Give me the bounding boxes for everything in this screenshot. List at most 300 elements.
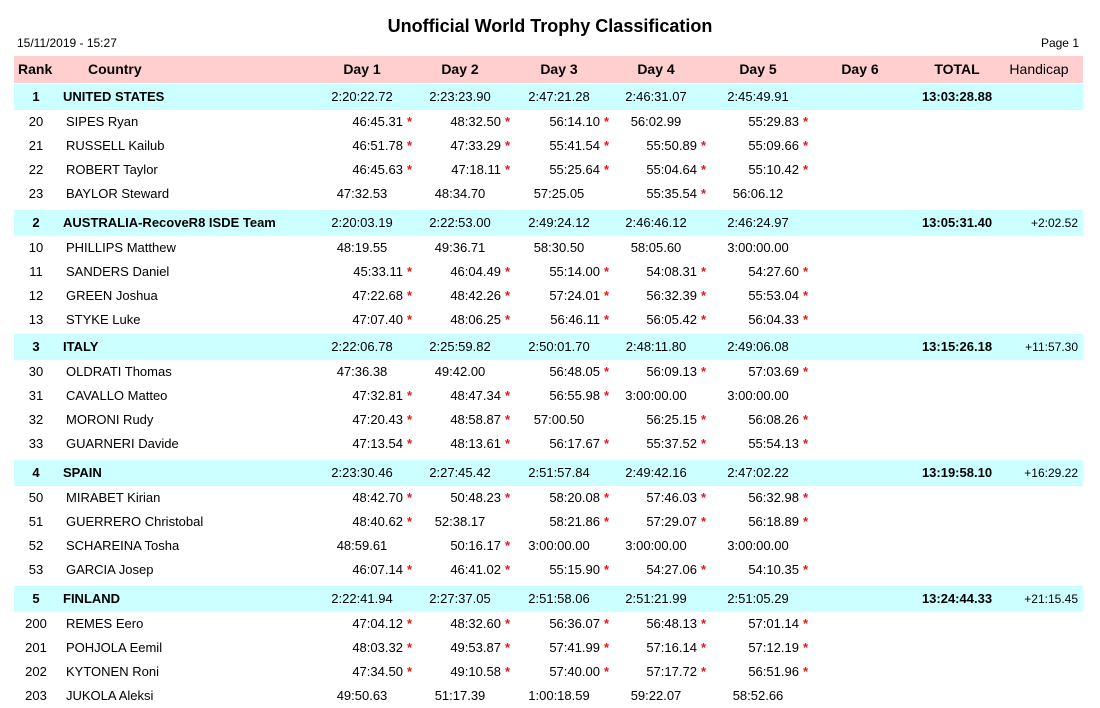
time-value: 48:03.32 bbox=[352, 640, 403, 655]
counted-time-star-icon: * bbox=[700, 514, 706, 529]
counted-time-star-icon: * bbox=[603, 312, 609, 327]
rider-day-time bbox=[352, 558, 412, 582]
time-value: 54:08.31 bbox=[646, 264, 697, 279]
rider-name: SANDERS Daniel bbox=[66, 264, 170, 279]
time-value: 54:27.60 bbox=[748, 264, 799, 279]
counted-time-star-icon: * bbox=[603, 436, 609, 451]
team-name: UNITED STATES bbox=[63, 89, 165, 104]
team-handicap: +2:02.52 bbox=[1030, 216, 1078, 230]
rider-day-time bbox=[603, 384, 706, 408]
time-value: 57:01.14 bbox=[748, 616, 799, 631]
time-value: 56:05.42 bbox=[646, 312, 697, 327]
rider-number: 202 bbox=[25, 664, 47, 679]
rider-day-time bbox=[549, 636, 609, 660]
rider-day-time bbox=[748, 110, 808, 134]
team-day-time: 2:49:42.16 bbox=[625, 465, 687, 480]
counted-time-star-icon: * bbox=[603, 490, 609, 505]
counted-time-star-icon: * bbox=[802, 312, 808, 327]
team-row bbox=[14, 84, 1083, 110]
counted-time-star-icon: * bbox=[603, 288, 609, 303]
rider-day-time bbox=[352, 134, 412, 158]
counted-time-star-icon: * bbox=[504, 114, 510, 129]
time-value: 47:04.12 bbox=[352, 616, 403, 631]
counted-time-star-icon: * bbox=[406, 312, 412, 327]
time-value: 3:00:00.00 bbox=[727, 240, 789, 255]
rider-day-time bbox=[352, 384, 412, 408]
counted-time-star-icon: * bbox=[802, 412, 808, 427]
counted-time-star-icon: * bbox=[504, 264, 510, 279]
counted-time-star-icon: * bbox=[406, 138, 412, 153]
counted-time-star-icon: * bbox=[603, 138, 609, 153]
rider-day-time bbox=[450, 558, 510, 582]
time-value: 58:30.50 bbox=[533, 240, 585, 255]
rider-day-time bbox=[549, 558, 609, 582]
time-value: 57:12.19 bbox=[748, 640, 799, 655]
counted-time-star-icon: * bbox=[802, 616, 808, 631]
rider-day-time bbox=[646, 284, 706, 308]
rider-day-time bbox=[646, 260, 706, 284]
rider-row bbox=[14, 558, 1083, 582]
rider-day-time bbox=[410, 182, 510, 206]
rider-day-time bbox=[450, 534, 510, 558]
time-value: 56:02.99 bbox=[630, 114, 682, 129]
counted-time-star-icon: * bbox=[700, 138, 706, 153]
counted-time-star-icon: * bbox=[700, 264, 706, 279]
counted-time-star-icon: * bbox=[406, 388, 412, 403]
rider-day-time bbox=[748, 260, 808, 284]
rider-number: 32 bbox=[28, 412, 44, 427]
time-value: 55:14.00 bbox=[549, 264, 600, 279]
time-value: 47:13.54 bbox=[352, 436, 403, 451]
counted-time-star-icon: * bbox=[406, 490, 412, 505]
time-value: 59:22.07 bbox=[630, 688, 682, 703]
rider-day-time bbox=[708, 534, 808, 558]
counted-time-star-icon: * bbox=[603, 264, 609, 279]
rider-day-time bbox=[450, 486, 510, 510]
rider-name: BAYLOR Steward bbox=[66, 186, 170, 201]
counted-time-star-icon: * bbox=[700, 186, 706, 201]
team-day-time: 2:51:58.06 bbox=[528, 591, 590, 606]
time-value: 47:07.40 bbox=[352, 312, 403, 327]
rider-day-time bbox=[748, 558, 808, 582]
time-value: 49:10.58 bbox=[450, 664, 501, 679]
time-value: 1:00:18.59 bbox=[528, 688, 590, 703]
rider-row bbox=[14, 284, 1083, 308]
rider-day-time bbox=[352, 110, 412, 134]
rider-day-time bbox=[646, 510, 706, 534]
team-day-time: 2:50:01.70 bbox=[528, 339, 590, 354]
rider-day-time bbox=[748, 158, 808, 182]
rider-day-time bbox=[646, 558, 706, 582]
rider-day-time bbox=[748, 360, 808, 384]
rider-day-time bbox=[646, 612, 706, 636]
rider-day-time bbox=[646, 486, 706, 510]
time-value: 57:41.99 bbox=[549, 640, 600, 655]
team-day-time: 2:23:23.90 bbox=[429, 89, 491, 104]
time-value: 56:04.33 bbox=[748, 312, 799, 327]
counted-time-star-icon: * bbox=[603, 514, 609, 529]
counted-time-star-icon: * bbox=[504, 412, 510, 427]
time-value: 54:10.35 bbox=[748, 562, 799, 577]
rider-number: 52 bbox=[28, 538, 44, 553]
counted-time-star-icon: * bbox=[603, 114, 609, 129]
rider-day-time bbox=[549, 612, 609, 636]
rider-number: 201 bbox=[25, 640, 47, 655]
counted-time-star-icon: * bbox=[802, 138, 808, 153]
rider-row bbox=[14, 360, 1083, 384]
time-value: 55:15.90 bbox=[549, 562, 600, 577]
rider-row bbox=[14, 182, 1083, 206]
time-value: 45:33.11 bbox=[353, 264, 403, 279]
counted-time-star-icon: * bbox=[700, 490, 706, 505]
rider-name: JUKOLA Aleksi bbox=[66, 688, 154, 703]
counted-time-star-icon: * bbox=[802, 288, 808, 303]
rider-day-time bbox=[509, 236, 609, 260]
time-value: 46:45.63 bbox=[352, 162, 403, 177]
team-rank: 5 bbox=[32, 591, 40, 606]
counted-time-star-icon: * bbox=[700, 288, 706, 303]
rider-name: POHJOLA Eemil bbox=[66, 640, 163, 655]
team-name: ITALY bbox=[63, 339, 99, 354]
rider-day-time bbox=[450, 134, 510, 158]
header-day-4: Day 4 bbox=[637, 61, 675, 77]
rider-day-time bbox=[646, 432, 706, 456]
rider-name: RUSSELL Kailub bbox=[66, 138, 165, 153]
rider-day-time bbox=[450, 612, 510, 636]
rider-day-time bbox=[606, 236, 706, 260]
rider-day-time bbox=[353, 260, 412, 284]
counted-time-star-icon: * bbox=[802, 162, 808, 177]
time-value: 3:00:00.00 bbox=[727, 538, 789, 553]
rider-day-time bbox=[450, 110, 510, 134]
counted-time-star-icon: * bbox=[603, 364, 609, 379]
rider-day-time bbox=[450, 308, 510, 332]
rider-name: CAVALLO Matteo bbox=[66, 388, 168, 403]
rider-name: PHILLIPS Matthew bbox=[66, 240, 176, 255]
time-value: 48:32.60 bbox=[450, 616, 501, 631]
rider-day-time bbox=[748, 284, 808, 308]
header-handicap: Handicap bbox=[1009, 61, 1069, 77]
rider-day-time bbox=[450, 432, 510, 456]
counted-time-star-icon: * bbox=[603, 640, 609, 655]
time-value: 56:51.96 bbox=[748, 664, 799, 679]
rider-day-time bbox=[352, 432, 412, 456]
counted-time-star-icon: * bbox=[603, 616, 609, 631]
team-day-time: 2:23:30.46 bbox=[331, 465, 393, 480]
counted-time-star-icon: * bbox=[802, 264, 808, 279]
time-value: 3:00:00.00 bbox=[528, 538, 590, 553]
rider-number: 23 bbox=[28, 186, 44, 201]
rider-number: 200 bbox=[25, 616, 47, 631]
time-value: 56:36.07 bbox=[549, 616, 600, 631]
time-value: 46:41.02 bbox=[450, 562, 501, 577]
counted-time-star-icon: * bbox=[406, 288, 412, 303]
time-value: 57:17.72 bbox=[646, 664, 697, 679]
rider-day-time bbox=[450, 284, 510, 308]
counted-time-star-icon: * bbox=[504, 436, 510, 451]
team-day-time: 2:49:24.12 bbox=[528, 215, 590, 230]
time-value: 46:45.31 bbox=[352, 114, 403, 129]
header-rank: Rank bbox=[18, 61, 53, 77]
counted-time-star-icon: * bbox=[700, 616, 706, 631]
rider-name: SCHAREINA Tosha bbox=[66, 538, 180, 553]
time-value: 55:37.52 bbox=[646, 436, 697, 451]
team-name: SPAIN bbox=[63, 465, 102, 480]
rider-day-time bbox=[509, 684, 609, 708]
rider-name: GARCIA Josep bbox=[66, 562, 154, 577]
rider-day-time bbox=[352, 660, 412, 684]
team-day-time: 2:22:53.00 bbox=[429, 215, 491, 230]
time-value: 56:08.26 bbox=[748, 412, 799, 427]
rider-row bbox=[14, 260, 1083, 284]
time-value: 49:42.00 bbox=[434, 364, 486, 379]
rider-day-time bbox=[708, 384, 808, 408]
time-value: 55:04.64 bbox=[646, 162, 697, 177]
rider-row bbox=[14, 432, 1083, 456]
rider-day-time bbox=[748, 408, 808, 432]
header-day-3: Day 3 bbox=[540, 61, 578, 77]
rider-day-time bbox=[549, 260, 609, 284]
rider-day-time bbox=[748, 510, 808, 534]
rider-day-time bbox=[748, 486, 808, 510]
rider-day-time bbox=[606, 684, 706, 708]
counted-time-star-icon: * bbox=[700, 162, 706, 177]
rider-day-time bbox=[352, 408, 412, 432]
page-number: Page 1 bbox=[1040, 36, 1079, 50]
rider-day-time bbox=[748, 660, 808, 684]
time-value: 48:59.61 bbox=[336, 538, 388, 553]
time-value: 57:00.50 bbox=[533, 412, 585, 427]
rider-row bbox=[14, 510, 1083, 534]
time-value: 57:29.07 bbox=[646, 514, 697, 529]
team-day-time: 2:47:21.28 bbox=[528, 89, 590, 104]
rider-name: OLDRATI Thomas bbox=[66, 364, 172, 379]
rider-day-time bbox=[646, 660, 706, 684]
rider-row bbox=[14, 134, 1083, 158]
rider-day-time bbox=[410, 360, 510, 384]
rider-day-time bbox=[410, 510, 510, 534]
time-value: 48:06.25 bbox=[450, 312, 501, 327]
rider-day-time bbox=[451, 158, 510, 182]
counted-time-star-icon: * bbox=[504, 616, 510, 631]
counted-time-star-icon: * bbox=[504, 562, 510, 577]
rider-day-time bbox=[549, 384, 609, 408]
rider-day-time bbox=[549, 360, 609, 384]
time-value: 55:50.89 bbox=[646, 138, 697, 153]
time-value: 56:17.67 bbox=[549, 436, 600, 451]
time-value: 48:19.55 bbox=[336, 240, 388, 255]
time-value: 3:00:00.00 bbox=[625, 388, 687, 403]
time-value: 49:36.71 bbox=[434, 240, 486, 255]
time-value: 55:35.54 bbox=[646, 186, 697, 201]
time-value: 47:34.50 bbox=[352, 664, 403, 679]
rider-number: 20 bbox=[28, 114, 44, 129]
team-rank: 3 bbox=[32, 339, 40, 354]
time-value: 56:32.98 bbox=[748, 490, 799, 505]
rider-day-time bbox=[646, 158, 706, 182]
rider-day-time bbox=[646, 308, 706, 332]
rider-number: 33 bbox=[28, 436, 44, 451]
rider-day-time bbox=[606, 534, 706, 558]
rider-day-time bbox=[549, 284, 609, 308]
report-title: Unofficial World Trophy Classification bbox=[387, 16, 713, 36]
rider-number: 53 bbox=[28, 562, 44, 577]
counted-time-star-icon: * bbox=[802, 114, 808, 129]
time-value: 48:58.87 bbox=[450, 412, 501, 427]
time-value: 56:06.12 bbox=[732, 186, 784, 201]
time-value: 47:32.81 bbox=[352, 388, 403, 403]
rider-day-time bbox=[646, 636, 706, 660]
time-value: 56:48.05 bbox=[549, 364, 600, 379]
time-value: 55:54.13 bbox=[748, 436, 799, 451]
rider-day-time bbox=[450, 660, 510, 684]
counted-time-star-icon: * bbox=[700, 436, 706, 451]
rider-day-time bbox=[748, 432, 808, 456]
time-value: 57:16.14 bbox=[646, 640, 697, 655]
time-value: 50:48.23 bbox=[450, 490, 501, 505]
table-header-row bbox=[14, 56, 1083, 83]
team-day-time: 2:22:06.78 bbox=[331, 339, 393, 354]
rider-name: GUARNERI Davide bbox=[66, 436, 179, 451]
rider-row bbox=[14, 486, 1083, 510]
rider-day-time bbox=[549, 486, 609, 510]
header-total: TOTAL bbox=[934, 61, 980, 77]
rider-name: MORONI Rudy bbox=[66, 412, 154, 427]
rider-day-time bbox=[410, 684, 510, 708]
counted-time-star-icon: * bbox=[700, 664, 706, 679]
rider-day-time bbox=[312, 534, 412, 558]
time-value: 48:42.70 bbox=[352, 490, 403, 505]
rider-row bbox=[14, 236, 1083, 260]
team-handicap: +16:29.22 bbox=[1024, 466, 1078, 480]
time-value: 58:52.66 bbox=[732, 688, 784, 703]
rider-number: 13 bbox=[28, 312, 44, 327]
rider-day-time bbox=[509, 534, 609, 558]
rider-number: 50 bbox=[28, 490, 44, 505]
counted-time-star-icon: * bbox=[802, 490, 808, 505]
team-day-time: 2:46:31.07 bbox=[625, 89, 687, 104]
rider-day-time bbox=[646, 360, 706, 384]
time-value: 58:05.60 bbox=[630, 240, 682, 255]
time-value: 47:22.68 bbox=[352, 288, 403, 303]
counted-time-star-icon: * bbox=[406, 264, 412, 279]
team-day-time: 2:49:06.08 bbox=[727, 339, 789, 354]
rider-day-time bbox=[748, 636, 808, 660]
counted-time-star-icon: * bbox=[504, 538, 510, 553]
counted-time-star-icon: * bbox=[406, 562, 412, 577]
counted-time-star-icon: * bbox=[504, 490, 510, 505]
team-handicap: +11:57.30 bbox=[1025, 340, 1078, 354]
rider-day-time bbox=[450, 260, 510, 284]
time-value: 57:40.00 bbox=[549, 664, 600, 679]
time-value: 56:18.89 bbox=[748, 514, 799, 529]
counted-time-star-icon: * bbox=[504, 388, 510, 403]
team-total: 13:19:58.10 bbox=[921, 465, 993, 480]
team-day-time: 2:27:37.05 bbox=[429, 591, 491, 606]
time-value: 52:38.17 bbox=[434, 514, 486, 529]
time-value: 50:16.17 bbox=[450, 538, 501, 553]
counted-time-star-icon: * bbox=[504, 162, 510, 177]
rider-day-time bbox=[549, 432, 609, 456]
team-rank: 4 bbox=[32, 465, 40, 480]
team-day-time: 2:48:11.80 bbox=[625, 339, 687, 354]
rider-day-time bbox=[352, 308, 412, 332]
rider-day-time bbox=[312, 236, 412, 260]
rider-number: 51 bbox=[28, 514, 44, 529]
counted-time-star-icon: * bbox=[406, 640, 412, 655]
rider-day-time bbox=[748, 612, 808, 636]
team-name: FINLAND bbox=[63, 591, 121, 606]
team-total: 13:05:31.40 bbox=[921, 215, 993, 230]
time-value: 55:53.04 bbox=[748, 288, 799, 303]
time-value: 57:25.05 bbox=[533, 186, 585, 201]
rider-day-time bbox=[708, 236, 808, 260]
time-value: 48:42.26 bbox=[450, 288, 501, 303]
rider-day-time bbox=[748, 308, 808, 332]
rider-name: STYKE Luke bbox=[66, 312, 141, 327]
counted-time-star-icon: * bbox=[700, 562, 706, 577]
rider-row bbox=[14, 408, 1083, 432]
time-value: 55:09.66 bbox=[748, 138, 799, 153]
team-handicap: +21:15.45 bbox=[1024, 592, 1078, 606]
team-row bbox=[14, 460, 1083, 486]
rider-row bbox=[14, 384, 1083, 408]
time-value: 46:51.78 bbox=[352, 138, 403, 153]
team-day-time: 2:46:46.12 bbox=[625, 215, 687, 230]
time-value: 55:10.42 bbox=[748, 162, 799, 177]
time-value: 48:47.34 bbox=[450, 388, 501, 403]
rider-day-time bbox=[352, 510, 412, 534]
rider-day-time bbox=[352, 486, 412, 510]
time-value: 3:00:00.00 bbox=[727, 388, 789, 403]
time-value: 46:07.14 bbox=[352, 562, 403, 577]
rider-number: 30 bbox=[28, 364, 44, 379]
time-value: 48:13.61 bbox=[450, 436, 501, 451]
time-value: 58:20.08 bbox=[549, 490, 600, 505]
rider-day-time bbox=[509, 408, 609, 432]
time-value: 55:41.54 bbox=[549, 138, 600, 153]
counted-time-star-icon: * bbox=[406, 162, 412, 177]
rider-number: 10 bbox=[28, 240, 44, 255]
time-value: 55:25.64 bbox=[549, 162, 600, 177]
time-value: 51:17.39 bbox=[434, 688, 486, 703]
rider-row bbox=[14, 636, 1083, 660]
rider-day-time bbox=[509, 182, 609, 206]
rider-day-time bbox=[352, 636, 412, 660]
counted-time-star-icon: * bbox=[603, 162, 609, 177]
rider-number: 11 bbox=[29, 264, 43, 279]
rider-day-time bbox=[352, 612, 412, 636]
team-row bbox=[14, 586, 1083, 612]
rider-day-time bbox=[312, 360, 412, 384]
counted-time-star-icon: * bbox=[406, 436, 412, 451]
rider-row bbox=[14, 110, 1083, 134]
rider-name: KYTONEN Roni bbox=[66, 664, 159, 679]
counted-time-star-icon: * bbox=[504, 138, 510, 153]
rider-day-time bbox=[708, 684, 808, 708]
team-day-time: 2:20:03.19 bbox=[331, 215, 393, 230]
rider-day-time bbox=[603, 110, 706, 134]
time-value: 49:53.87 bbox=[450, 640, 501, 655]
rider-row bbox=[14, 612, 1083, 636]
rider-day-time bbox=[352, 284, 412, 308]
counted-time-star-icon: * bbox=[504, 664, 510, 679]
time-value: 47:32.53 bbox=[336, 186, 388, 201]
time-value: 56:14.10 bbox=[549, 114, 600, 129]
rider-day-time bbox=[550, 308, 609, 332]
counted-time-star-icon: * bbox=[700, 640, 706, 655]
rider-name: REMES Eero bbox=[66, 616, 144, 631]
